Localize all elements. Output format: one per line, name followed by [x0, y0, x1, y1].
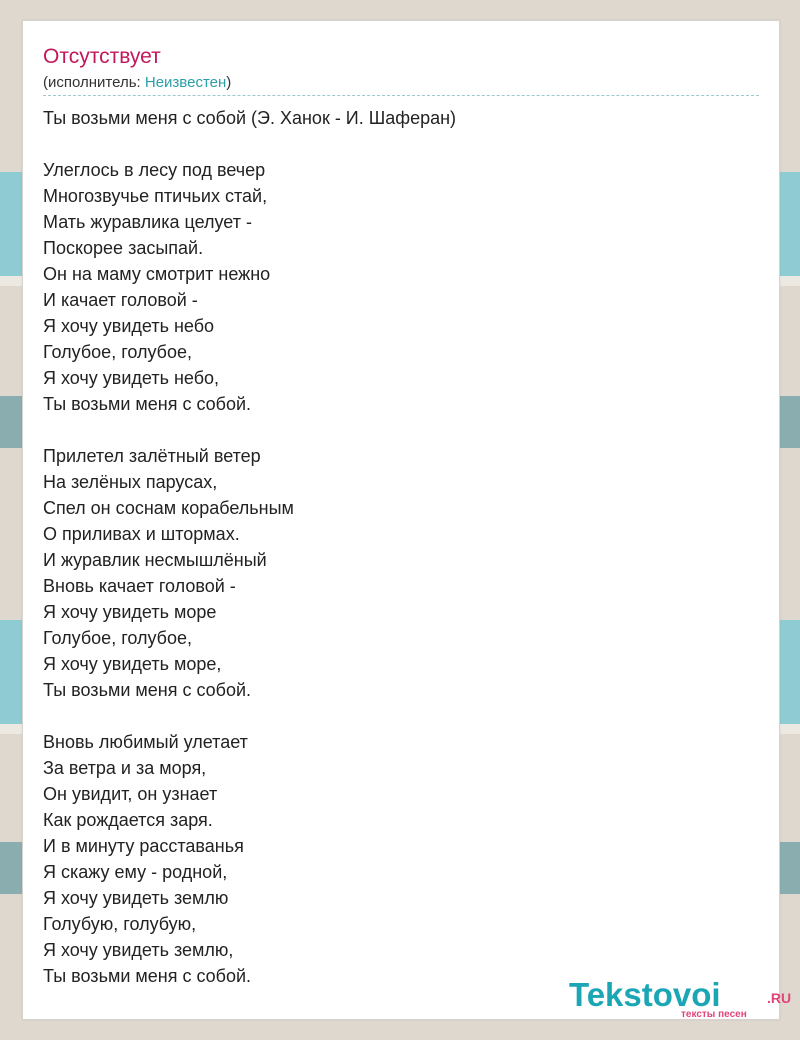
artist-line	[43, 73, 231, 93]
lyric-line: Прилетел залётный ветер	[43, 446, 261, 466]
artist-link[interactable]: Неизвестен	[144, 74, 227, 91]
stanza-break	[43, 131, 759, 157]
lyric-line: Вновь любимый улетает	[43, 732, 248, 752]
site-logo[interactable]	[569, 976, 792, 1020]
song-title[interactable]: Отсутствует	[43, 45, 161, 68]
stanza-break	[43, 417, 759, 443]
logo-tagline: тексты песен	[681, 1009, 747, 1020]
lyric-line: И журавлик несмышлёный	[43, 550, 267, 570]
artist-suffix: )	[226, 74, 232, 91]
lyric-line: Мать журавлика целует -	[43, 212, 252, 232]
logo-wordmark: Tekstovoi	[569, 976, 721, 1013]
lyrics-body	[43, 105, 759, 989]
lyric-line: Я хочу увидеть небо	[43, 316, 215, 336]
lyric-line: За ветра и за моря,	[43, 758, 207, 778]
lyric-line: Я хочу увидеть море	[43, 602, 217, 622]
lyric-line: О приливах и штормах.	[43, 524, 240, 544]
lyric-line: Поскорее засыпай.	[43, 238, 204, 258]
lyrics-card	[22, 20, 792, 1020]
logo-tld: .RU	[767, 990, 792, 1006]
lyric-line: Как рождается заря.	[43, 810, 213, 830]
lyric-line: Улеглось в лесу под вечер	[43, 160, 266, 180]
lyric-line: Ты возьми меня с собой.	[43, 394, 252, 414]
lyric-line: Голубое, голубое,	[43, 342, 193, 362]
lyric-line: Ты возьми меня с собой.	[43, 966, 252, 986]
lyric-line: Ты возьми меня с собой.	[43, 680, 252, 700]
lyric-line: Я скажу ему - родной,	[43, 862, 228, 882]
artist-prefix: (исполнитель:	[43, 74, 145, 91]
lyrics-lines	[43, 131, 759, 989]
lyric-line: И в минуту расставанья	[43, 836, 244, 856]
lyric-line: Многозвучье птичьих стай,	[43, 186, 268, 206]
lyric-line: Голубое, голубое,	[43, 628, 193, 648]
lyric-line: На зелёных парусах,	[43, 472, 218, 492]
lyric-line: Голубую, голубую,	[43, 914, 197, 934]
lyric-line: Я хочу увидеть море,	[43, 654, 222, 674]
stanza-break	[43, 703, 759, 729]
lyrics-heading: Ты возьми меня с собой (Э. Ханок - И. Шаферан)	[43, 108, 457, 128]
header-divider	[43, 95, 759, 96]
lyric-line: Я хочу увидеть землю,	[43, 940, 234, 960]
lyric-line: И качает головой -	[43, 290, 198, 310]
lyric-line: Вновь качает головой -	[43, 576, 236, 596]
lyric-line: Спел он соснам корабельным	[43, 498, 294, 518]
lyric-line: Он увидит, он узнает	[43, 784, 218, 804]
lyric-line: Он на маму смотрит нежно	[43, 264, 271, 284]
lyric-line: Я хочу увидеть небо,	[43, 368, 220, 388]
lyric-line: Я хочу увидеть землю	[43, 888, 229, 908]
